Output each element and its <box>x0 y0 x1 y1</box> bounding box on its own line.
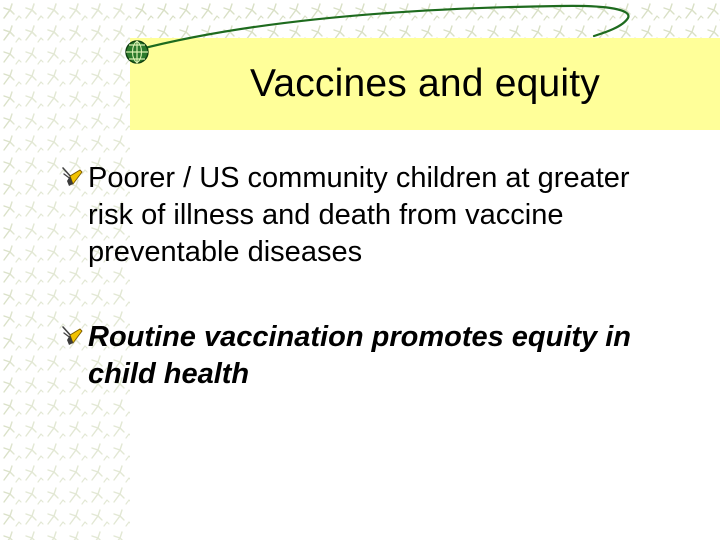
bullet-text: Poorer / US community children at greater risk of illness and death from vaccine preventable diseases <box>88 162 630 268</box>
pen-nib-bullet-icon <box>60 164 84 190</box>
bullet-list <box>60 160 680 460</box>
bullet-item <box>60 160 680 271</box>
bullet-item <box>60 319 680 393</box>
pen-nib-bullet-icon <box>60 323 84 349</box>
slide-title: Vaccines and equity <box>250 62 600 105</box>
bullet-text: Routine vaccination promotes equity in child health <box>88 321 632 390</box>
